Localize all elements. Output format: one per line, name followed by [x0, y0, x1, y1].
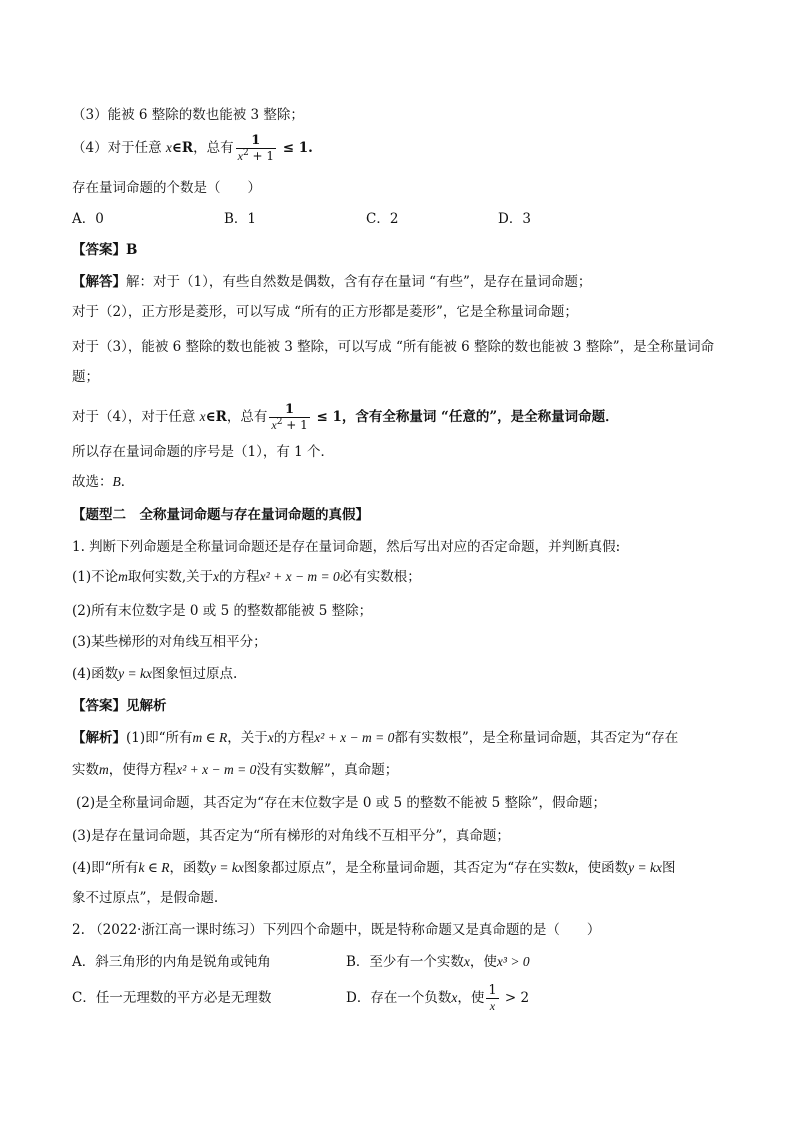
problem-2-stem: 2. （2022·浙江高一课时练习）下列四个命题中，既是特称命题又是真命题的是（ ） — [72, 922, 601, 938]
item-4-prefix: （4）对于任意 — [72, 140, 166, 156]
fraction-denominator — [236, 148, 276, 164]
p1-i4-b: 图象恒过原点. — [151, 666, 238, 682]
p2-d-b: ，使 — [457, 990, 485, 1006]
solution-line-4 — [72, 402, 619, 433]
p1-i1-d: 必有实数根； — [339, 569, 421, 585]
a4-ykx2: y = kx — [628, 860, 663, 875]
analysis-line-4b: 象不过原点”，是假命题. — [72, 890, 219, 906]
sol4-x: x — [199, 409, 206, 424]
analysis-line-2: (2)是全称量词命题，其否定为“存在末位数字是 0 或 5 的整数不能被 5 整除”，假命题； — [76, 795, 606, 811]
a4-c: 图象都过原点”，是全称量词命题，其否定为“存在实数 — [243, 860, 569, 876]
a4-d: ，使函数 — [574, 860, 629, 876]
a1-g: 没有实数解”，真命题； — [256, 762, 399, 778]
a1-m: m — [99, 762, 109, 777]
analysis-line-1 — [72, 728, 678, 748]
p1-i1-m: m — [118, 569, 128, 584]
p2-b-b: ，使 — [469, 954, 497, 970]
solution-line-1 — [72, 272, 591, 292]
item-3: （3）能被 6 整除的数也能被 3 整除； — [72, 107, 304, 123]
sol4-frac-num: 1 — [285, 402, 295, 417]
sol4-fraction — [269, 402, 309, 433]
sol4-frac-den — [269, 417, 309, 433]
p2-d-den: x — [486, 998, 498, 1014]
p2-option-a: A．斜三角形的内角是锐角或钝角 — [72, 954, 271, 970]
p1-i1-x: x — [213, 569, 220, 584]
analysis-line-1b — [72, 760, 398, 780]
a4-a: (4)即“所有 — [72, 860, 139, 876]
sol4-inR: ∈R — [205, 409, 227, 425]
analysis-line-3: (3)是存在量词命题，其否定为“所有梯形的对角线不互相平分”，真命题； — [72, 828, 510, 844]
a4-k: k — [568, 860, 575, 875]
p2-d-gt: > 2 — [500, 990, 530, 1006]
p2-option-b — [346, 952, 530, 972]
solution-line-3b: 题； — [72, 369, 99, 385]
p1-i1-c: 的方程 — [219, 569, 260, 585]
a1-a: (1)即“所有 — [126, 730, 193, 746]
p2-b-expr: x³ > 0 — [496, 954, 530, 969]
solution-line-6 — [72, 472, 134, 492]
den-x: x — [237, 149, 243, 163]
sol4-den-sup: 2 — [276, 417, 283, 427]
den-rest: + 1 — [248, 149, 274, 163]
solution-line-2: 对于（2），正方形是菱形，可以写成 “所有的正方形都是菱形”，它是全称量词命题； — [72, 304, 578, 320]
problem-1-item-4 — [72, 664, 237, 684]
problem-1-item-1 — [72, 567, 421, 587]
solution-tag: 【解答】 — [72, 274, 126, 290]
sol6-prefix: 故选： — [72, 474, 113, 490]
a1-c: 的方程 — [273, 730, 315, 746]
problem-1-stem: 1. 判断下列命题是全称量词命题还是存在量词命题，然后写出对应的否定命题，并判断真假: — [72, 539, 621, 555]
sol4-den-rest: + 1 — [282, 418, 308, 432]
sol4-den-x: x — [271, 418, 277, 432]
leq-one: ≤ 1. — [278, 140, 313, 156]
den-sup: 2 — [242, 148, 249, 158]
p2-b-x: x — [463, 954, 470, 969]
p1-i4-ykx: y = kx — [118, 666, 152, 681]
solution-line-5: 所以存在量词命题的序号是（1），有 1 个． — [72, 444, 335, 460]
problem-1-answer: 【答案】见解析 — [72, 698, 167, 714]
a1-eq2: x² + x − m = 0 — [176, 762, 257, 777]
always-text: ，总有 — [193, 140, 234, 156]
problem-1-item-2: (2)所有末位数字是 0 或 5 的整数都能被 5 整除； — [72, 603, 373, 619]
sol6-b: B — [112, 474, 121, 489]
a4-ykx: y = kx — [210, 860, 244, 875]
section-title: 【题型二 全称量词命题与存在量词命题的真假】 — [72, 507, 369, 523]
fraction — [236, 133, 276, 164]
p2-b-a: B．至少有一个实数 — [346, 954, 464, 970]
option-a: A．0 — [72, 211, 104, 227]
a4-b: ，函数 — [169, 860, 211, 876]
solution-line-3: 对于（3），能被 6 整除的数也能被 3 整除，可以写成 “所有能被 6 整除的数也能被 3 整除”，是全称量词命 — [72, 339, 715, 355]
var-x: x — [165, 140, 172, 155]
option-b: B．1 — [224, 211, 257, 227]
sol4-always: ，总有 — [226, 409, 268, 425]
option-c: C．2 — [366, 211, 399, 227]
a4-kinR: k ∈ R — [138, 860, 170, 875]
a1-f: ，使得方程 — [108, 762, 177, 778]
p2-d-a: D．存在一个负数 — [346, 990, 452, 1006]
item-4 — [72, 133, 313, 164]
a1-x: x — [267, 730, 274, 745]
answer-label: 【答案】B — [72, 242, 138, 258]
in-R: ∈R — [171, 140, 194, 156]
p2-option-d — [346, 983, 529, 1014]
sol4-prefix: 对于（4），对于任意 — [72, 409, 200, 425]
p2-d-num: 1 — [488, 983, 497, 998]
analysis-tag: 【解析】 — [72, 730, 126, 746]
question-text: 存在量词命题的个数是（ ） — [72, 180, 261, 196]
a1-b: ，关于 — [227, 730, 268, 746]
p2-d-x: x — [451, 990, 458, 1005]
sol4-suffix: ≤ 1，含有全称量词 “任意的”，是全称量词命题． — [311, 409, 619, 425]
a1-e: 实数 — [72, 762, 99, 778]
solution-1-text: 解：对于（1），有些自然数是偶数，含有存在量词 “有些”，是存在量词命题； — [126, 274, 592, 290]
a1-eq: x² + x − m = 0 — [314, 730, 395, 745]
p1-i4-a: (4)函数 — [72, 666, 119, 682]
a4-e: 图 — [662, 860, 676, 876]
analysis-line-4 — [72, 858, 676, 878]
p1-i1-b: 取何实数,关于 — [127, 569, 214, 585]
a1-minR: m ∈ R — [192, 730, 228, 745]
option-d: D．3 — [498, 211, 531, 227]
fraction-numerator: 1 — [251, 133, 261, 148]
p1-i1-a: (1)不论 — [72, 569, 119, 585]
problem-1-item-3: (3)某些梯形的对角线互相平分； — [72, 634, 267, 650]
p2-option-c: C．任一无理数的平方必是无理数 — [72, 990, 272, 1006]
a1-d: 都有实数根”，是全称量词命题，其否定为“存在 — [394, 730, 679, 746]
p2-d-fraction — [486, 983, 498, 1014]
p1-i1-eq: x² + x − m = 0 — [259, 569, 340, 584]
sol6-suffix: ． — [120, 474, 135, 490]
